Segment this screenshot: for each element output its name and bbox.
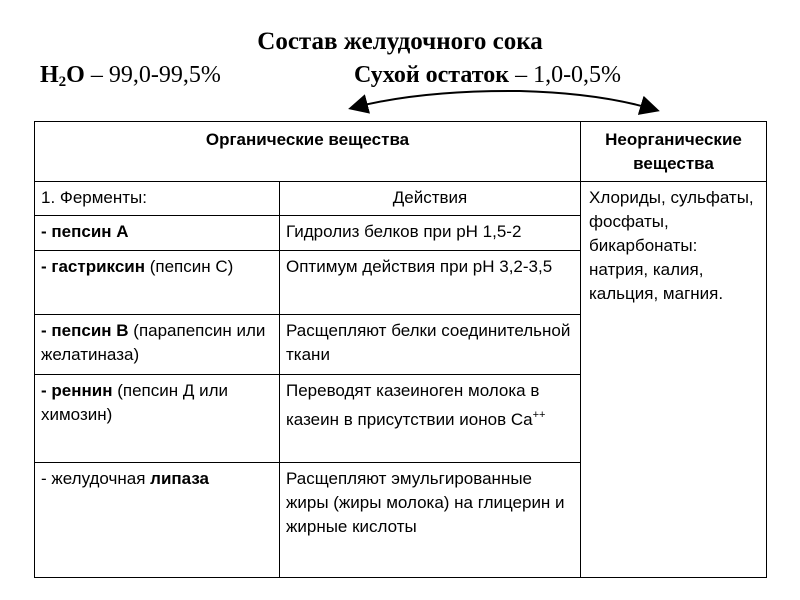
water-formula-sub: 2 [58,74,67,90]
table-row-name [35,315,279,374]
enzyme-action: Расщепляют эмульгированные жиры (жиры молока) на глицерин и жирные кислоты [286,469,565,536]
enzyme-action: Оптимум действия при pH 3,2-3,5 [286,257,553,276]
enzyme-name: - реннин [41,381,113,400]
dry-residue-value: – 1,0-0,5% [509,62,622,88]
enzyme-action: Расщепляют белки соединительной ткани [286,321,571,364]
enzyme-note: (пепсин С) [145,257,234,276]
enzymes-label: 1. Ферменты: [41,188,147,207]
enzyme-note: (парапепсин или желатиназа) [41,321,266,364]
split-arrow [0,0,800,130]
enzyme-name: - гастриксин [41,257,145,276]
header-organic: Органические вещества [205,130,410,149]
header-inorganic: Неорганические вещества [605,130,742,173]
enzyme-note: (пепсин Д или химозин) [41,381,228,424]
table-row-name [35,251,279,314]
water-formula-o: O [66,62,85,88]
arrow-left [352,91,520,108]
page-title: Состав желудочного сока [257,28,543,55]
enzyme-action: Переводят казеиноген молока в казеин в присутствии ионов Ca [286,381,540,429]
enzyme-name: - пепсин А [41,222,129,241]
actions-label: Действия [392,188,468,207]
inorganic-list: Хлориды, сульфаты, фосфаты, бикарбонаты: натрия, калия, кальция, магния. [589,188,754,303]
table-row-name [35,216,279,250]
enzyme-prefix: - желудочная [41,469,151,488]
enzyme-action: Гидролиз белков при pH 1,5-2 [286,222,522,241]
table-row-name [35,375,279,462]
water-formula-h: H [40,62,59,88]
ion-charge: ++ [532,409,546,421]
arrow-right [520,91,656,110]
dry-residue-label: Сухой остаток [354,62,510,88]
table-row-name [35,463,279,577]
enzyme-name: - пепсин В [41,321,129,340]
enzyme-action-cell [280,375,580,462]
water-value: – 99,0-99,5% [84,62,221,88]
enzyme-name: липаза [150,469,210,488]
